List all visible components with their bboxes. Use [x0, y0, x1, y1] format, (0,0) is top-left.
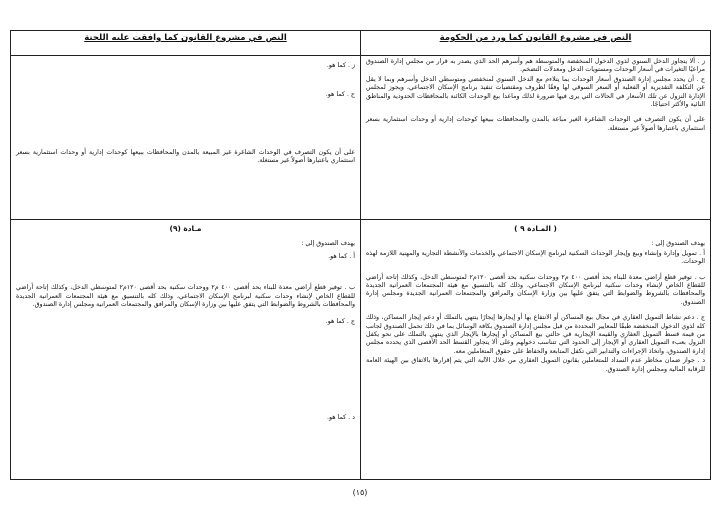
- committee-item-c: ج . كما هو.: [325, 318, 355, 326]
- committee-article-9-cell: [11, 220, 361, 480]
- gov-vacant-units-clause: على أن يكون التصرف في الوحدات الشاغرة الغير مباعة بالمدن والمحافظات ببيعها كوحدات إدارية أو وحدات استثمارية بسعر استثماري باعتبارها أصولاً غير مستغلة.: [366, 116, 705, 132]
- comparison-table: [10, 30, 711, 480]
- committee-article-9-heading: مـادة (٩): [169, 224, 202, 233]
- gov-item-c: ج . دعم نشاط التمويل العقاري في مجال بيع المساكن أو الانتفاع بها أو إيجارها إيجارًا ينتهي بالتملك أو دعم إيجار المساكن، وذلك كله لذوي الدخول المنخفضة طبقًا للمعايير المحددة من قبل مجلس إدارة الصندوق بكافة الوسائل بما في ذلك تحمل الصندوق لجانب من قيمة قسط التمويل العقاري والقيمة الإيجارية في حالتي بيع المساكن أو إيجارها بالإيجار الذي ينتهي بالتملك على نحو يكفل النزول بعبء التمويل العقاري أو الإيجار إلى الحدود التي تتناسب دخولهم وعلى ألا يتجاوز القسط الحد الأقصى الذي يحدده مجلس إدارة الصندوق، واتخاذ الإجراءات والتدابير التي تكفل المتابعة والحفاظ على حقوق المتعاملين معه.: [366, 314, 705, 355]
- committee-item-a: أ . كما هو.: [328, 252, 355, 260]
- committee-top-cell: [11, 56, 361, 220]
- gov-clause-h: ح . أن يحدد مجلس إدارة الصندوق أسعار الوحدات بما يتلاءم مع الدخل السنوي لمنخفضي ومتوسطي الدخل وأسرهم وبما لا يقل عن التكلفة التقديرية أو الفعلية أو السعر السوقي لها وفقًا لظروف ومقتضيات تنفيذ برنامج الإسكان الاجتماعي، ويجوز لمجلس الإدارة النزول عن تلك الأسعار في الحالات التي يرى فيها ضرورة لذلك وماعدا بيع الوحدات الكائنة بالمحافظات الحدودية والمناطق النائية والأكثر احتياجًا.: [366, 75, 705, 109]
- gov-article-9-heading: ( المـادة ٩ ): [514, 224, 557, 233]
- gov-item-d: د . جواز ضمان مخاطر عدم السداد للمتعاملين بقانون التمويل العقاري من خلال الآلية التي يتم إقرارها بالاتفاق بين الهيئة العامة للرقابة المالية ومجلس إدارة الصندوق.: [366, 357, 705, 373]
- committee-vacant-units-clause: على أن يكون التصرف في الوحدات الشاغرة غير المبيعة بالمدن والمحافظات ببيعها كوحدات إدارية أو وحدات استثمارية بسعر استثماري باعتبارها أصولاً غير مستغلة.: [16, 148, 355, 165]
- gov-column-header: النص في مشروع القانون كما ورد من الحكومة: [361, 31, 711, 56]
- committee-clause-h: ح . كما هو.: [325, 91, 355, 99]
- committee-clause-z: ز . كما هو.: [326, 62, 355, 69]
- gov-article-9-intro: يهدف الصندوق إلى :: [651, 240, 705, 248]
- gov-item-a: أ . تمويل وإدارة وإنشاء وبيع وإيجار الوحدات السكنية لبرنامج الإسكان الاجتماعي والخدمات والأنشطة التجارية والمهنية اللازمة لهذه الوحدات.: [366, 249, 705, 266]
- committee-item-d: د . كما هو.: [327, 413, 355, 421]
- page-number: (١٥): [352, 488, 368, 497]
- gov-article-9-cell: [361, 220, 711, 480]
- gov-top-cell: [361, 56, 711, 220]
- committee-column-header: النص في مشروع القانون كما وافقت عليه اللجنة: [11, 31, 361, 56]
- committee-item-b: ب . توفير قطع أراضي معدة للبناء بحد أقصى ٤٠٠ م٢ ووحدات سكنية بحد أقصى ١٢٠م٢ لمتوسطي الدخل، وكذلك إتاحة أراضي للقطاع الخاص لإنشاء وحدات سكنية لبرنامج الإسكان الاجتماعي، وذلك كله بالتنسيق مع هيئة المجتمعات العمرانية الجديدة والمحافظات بالشروط والضوابط التي يتفق عليها بين وزارة الإسكان والمرافق والمجتمعات العمرانية ومجلس إدارة الصندوق.: [16, 284, 355, 309]
- committee-article-9-intro: يهدف الصندوق إلى :: [301, 240, 355, 248]
- gov-item-b: ب . توفير قطع أراضي معدة للبناء بحد أقصى ٤٠٠ م٢ ووحدات سكنية بحد أقصى ١٢٠م٢ لمتوسطي الدخل، وكذلك إتاحة أراضي للقطاع الخاص لإنشاء وحدات سكنية لبرنامج الإسكان الاجتماعي، وذلك كله بالتنسيق مع هيئة المجتمعات العمرانية الجديدة والمحافظات بالشروط والضوابط التي يتفق عليها بين وزارة الإسكان والمرافق والمجتمعات العمرانية الجديدة ومجلس إدارة الصندوق.: [366, 273, 705, 306]
- gov-clause-z: ز . ألا يتجاوز الدخل السنوي لذوي الدخول المنخفضة والمتوسطة هم وأسرهم الحد الذي يصدر به قرار من مجلس إدارة الصندوق مراعيًا التغيرات في أسعار الوحدات ومستويات الدخل ومعدلات التضخم.: [366, 58, 705, 74]
